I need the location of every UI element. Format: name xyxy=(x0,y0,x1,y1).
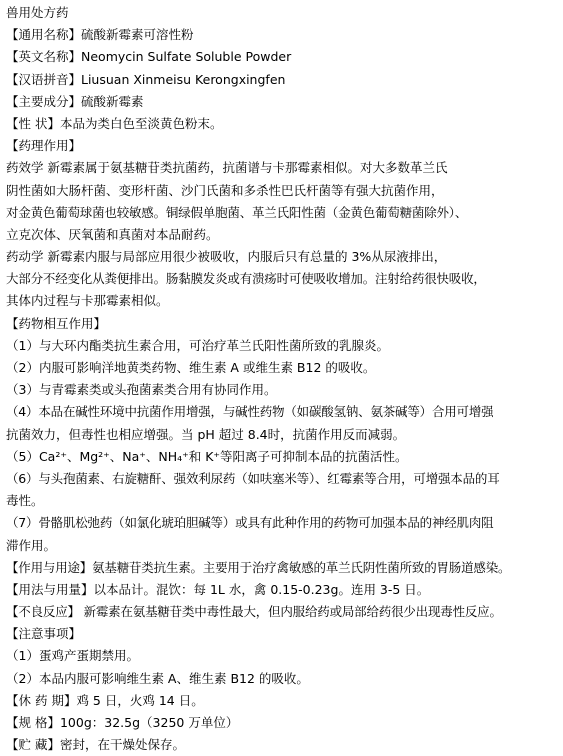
pharmacokinetics-line: 其体内过程与卡那霉素相似。 xyxy=(6,293,169,309)
interaction-item: 毒性。 xyxy=(6,493,44,509)
field-appearance: 【性 状】本品为类白色至淡黄色粉末。 xyxy=(6,115,223,131)
section-heading-interactions: 【药物相互作用】 xyxy=(6,315,107,331)
interaction-item: （2）内服可影响洋地黄类药物、维生素 A 或维生素 B12 的吸收。 xyxy=(6,360,376,375)
precaution-item: （1）蛋鸡产蛋期禁用。 xyxy=(6,648,139,664)
pharmacokinetics-line: 大部分不经变化从粪便排出。肠黏膜发炎或有溃疡时可使吸收增加。注射给药很快吸收， xyxy=(6,271,486,287)
precaution-item: （2）本品内服可影响维生素 A、维生素 B12 的吸收。 xyxy=(6,670,309,686)
pharmacodynamics-line: 阴性菌如大肠杆菌、变形杆菌、沙门氏菌和多杀性巴氏杆菌等有强大抗菌作用， xyxy=(6,182,444,198)
field-english-name: 【英文名称】Neomycin Sulfate Soluble Powder xyxy=(6,49,292,65)
interaction-item: （7）骨骼肌松弛药（如氯化琥珀胆碱等）或具有此种作用的药物可加强本品的神经肌肉阻 xyxy=(6,515,494,531)
field-withdrawal-period: 【休 药 期】鸡 5 日，火鸡 14 日。 xyxy=(6,692,204,708)
field-main-ingredient: 【主要成分】硫酸新霉素 xyxy=(6,93,144,109)
section-heading-pharmacology: 【药理作用】 xyxy=(6,138,82,154)
interaction-item: 滞作用。 xyxy=(6,537,57,553)
field-storage: 【贮 藏】密封，在干燥处保存。 xyxy=(6,737,185,753)
field-dosage: 【用法与用量】以本品计。混饮：每 1L 水，禽 0.15-0.23g。连用 3-5 日。 xyxy=(6,581,430,597)
section-heading-precautions: 【注意事项】 xyxy=(6,626,82,642)
interaction-item: （1）与大环内酯类抗生素合用，可治疗革兰氏阳性菌所致的乳腺炎。 xyxy=(6,337,389,353)
field-indications: 【作用与用途】氨基糖苷类抗生素。主要用于治疗禽敏感的革兰氏阴性菌所致的胃肠道感染。 xyxy=(6,559,511,575)
interaction-item: （5）Ca²⁺、Mg²⁺、Na⁺、NH₄⁺和 K⁺等阳离子可抑制本品的抗菌活性。 xyxy=(6,448,408,464)
pharmacodynamics-line: 药效学 新霉素属于氨基糖苷类抗菌药，抗菌谱与卡那霉素相似。对大多数革兰氏 xyxy=(6,160,448,176)
interaction-item: （6）与头孢菌素、右旋糖酐、强效利尿药（如呋塞米等）、红霉素等合用，可增强本品的耳 xyxy=(6,470,500,486)
pharmacodynamics-line: 立克次体、厌氧菌和真菌对本品耐药。 xyxy=(6,226,219,242)
interaction-item: （3）与青霉素类或头孢菌素类合用有协同作用。 xyxy=(6,382,277,398)
pharmacokinetics-line: 药动学 新霉素内服与局部应用很少被吸收，内服后只有总量的 3%从尿液排出， xyxy=(6,249,447,265)
interaction-item: 抗菌效力，但毒性也相应增强。当 pH 超过 8.4时，抗菌作用反而减弱。 xyxy=(6,426,406,442)
document-title: 兽用处方药 xyxy=(6,5,69,20)
interaction-item: （4）本品在碱性环境中抗菌作用增强，与碱性药物（如碳酸氢钠、氨茶碱等）合用可增强 xyxy=(6,404,494,420)
field-pinyin-name: 【汉语拼音】Liusuan Xinmeisu Kerongxingfen xyxy=(6,71,286,87)
field-adverse-reactions: 【不良反应】 新霉素在氨基糖苷类中毒性最大，但内服给药或局部给药很少出现毒性反应。 xyxy=(6,604,502,620)
field-specification: 【规 格】100g：32.5g（3250 万单位） xyxy=(6,715,239,730)
field-generic-name: 【通用名称】硫酸新霉素可溶性粉 xyxy=(6,27,194,43)
pharmacodynamics-line: 对金黄色葡萄球菌也较敏感。铜绿假单胞菌、革兰氏阳性菌（金黄色葡萄糖菌除外）、 xyxy=(6,204,468,220)
